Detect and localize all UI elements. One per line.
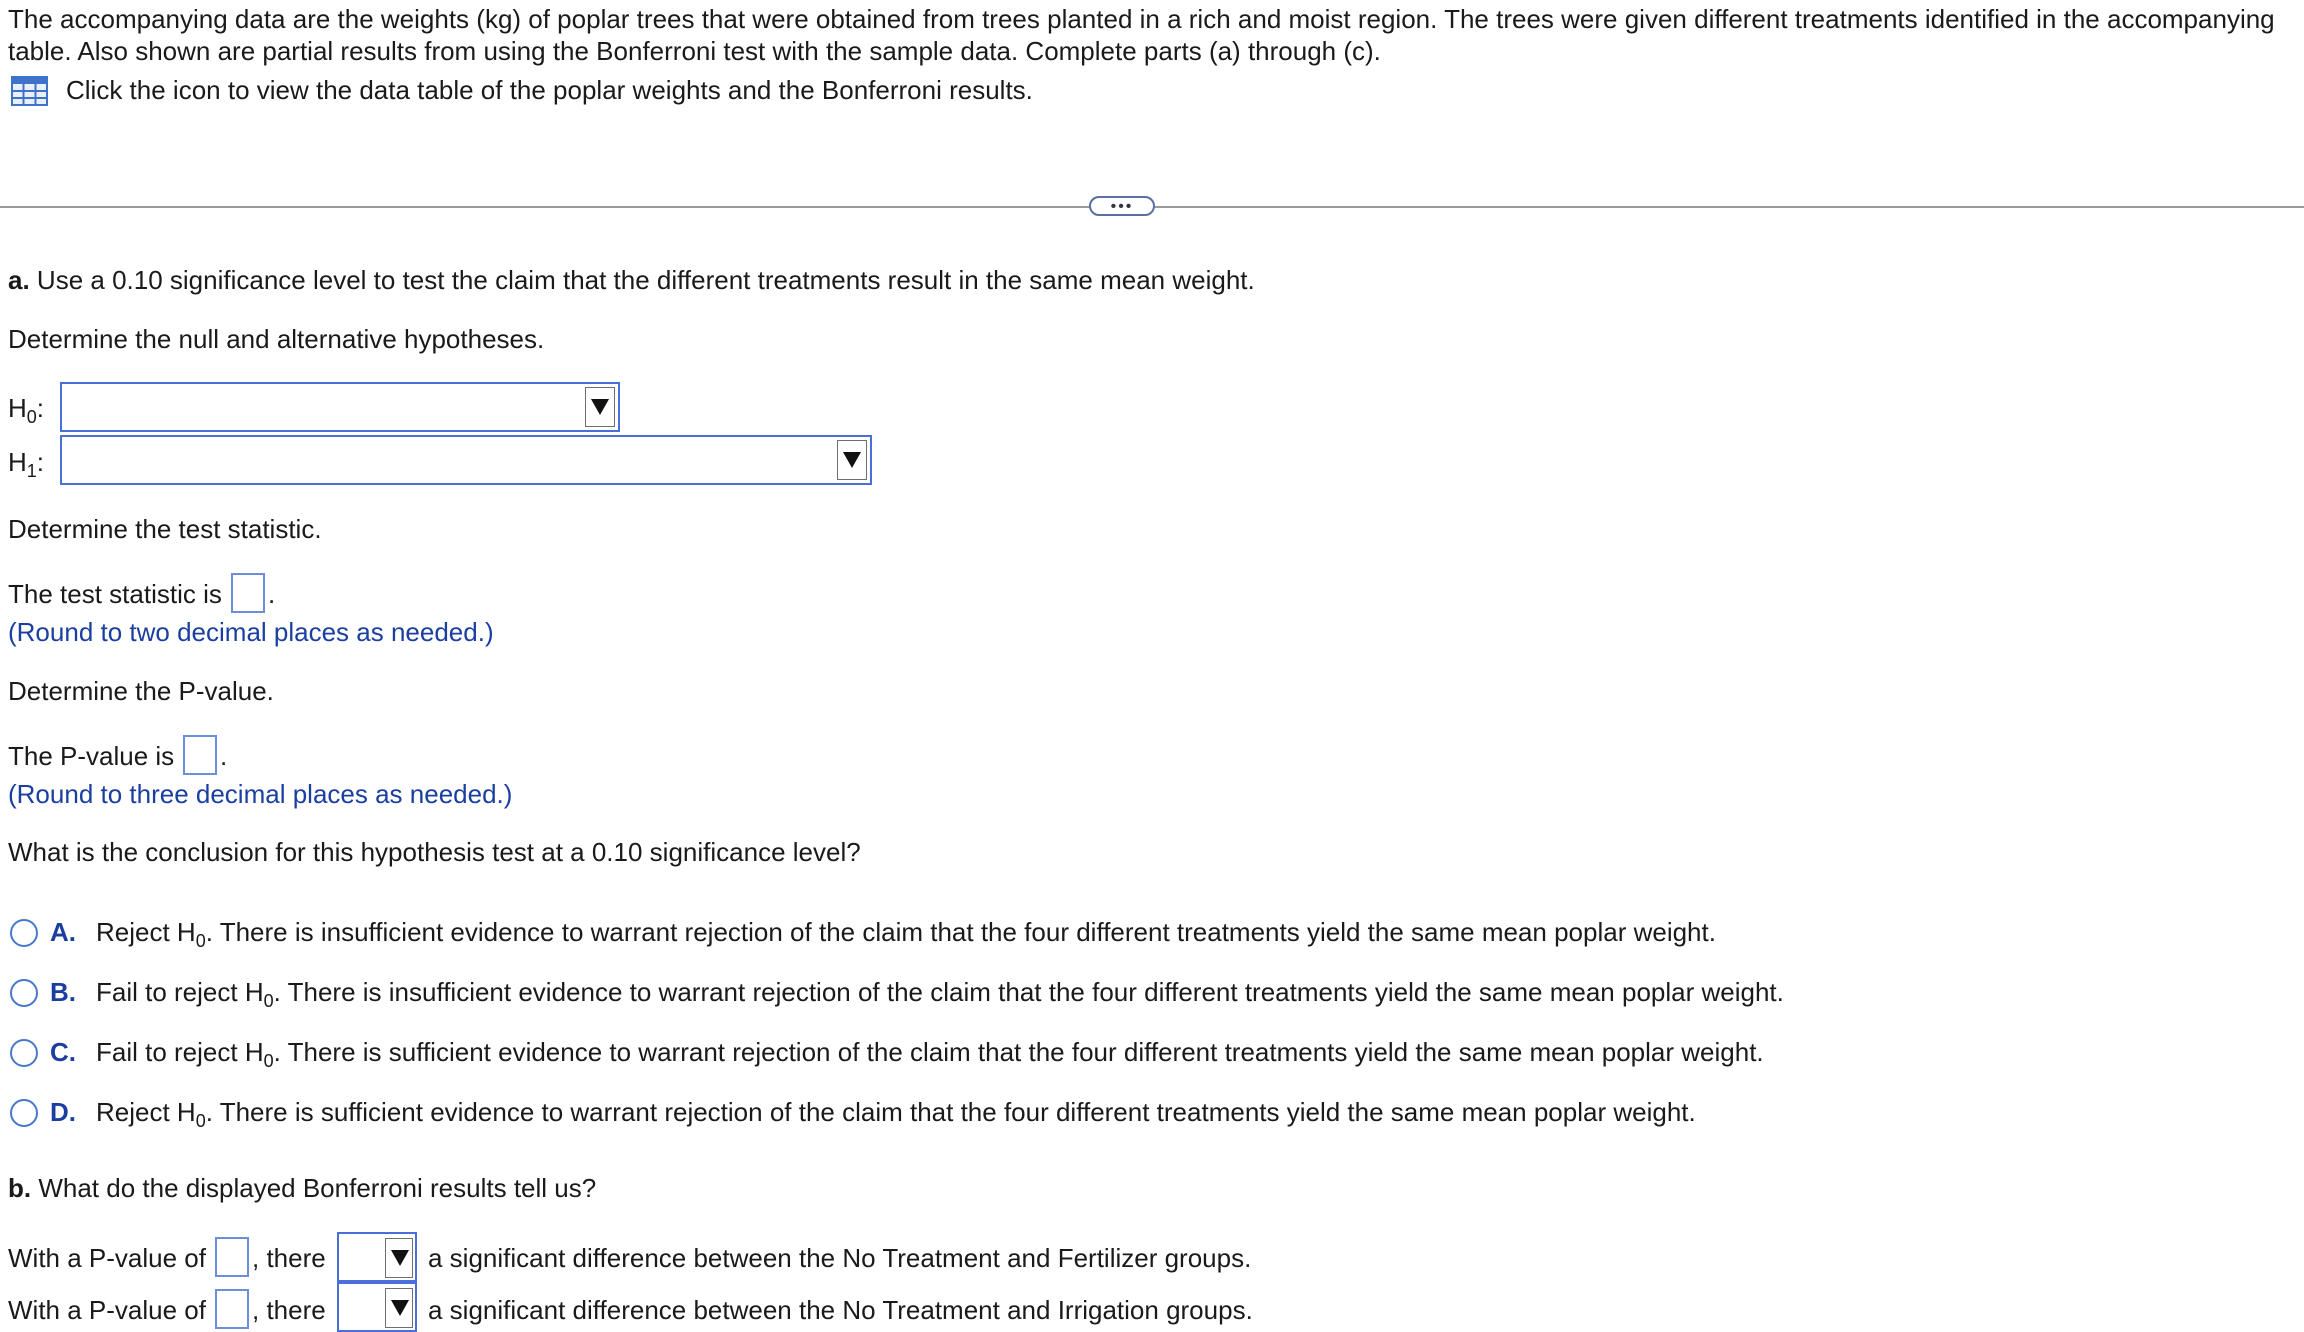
option-a-text: Reject $H_0$. There is insufficient evidence to warrant rejection of the claim that the four different treatments yield the same mean poplar weight. bbox=[96, 917, 1716, 951]
pvalue-prompt: Determine the P-value. bbox=[8, 676, 274, 706]
test-stat-period: . bbox=[268, 579, 276, 609]
option-b-letter: B. bbox=[50, 977, 76, 1007]
radio-b[interactable] bbox=[10, 979, 38, 1007]
chevron-down-icon[interactable] bbox=[385, 1288, 413, 1328]
bonferroni-row-2-dropdown[interactable] bbox=[337, 1282, 417, 1332]
hypotheses-prompt: Determine the null and alternative hypotheses. bbox=[8, 324, 545, 354]
option-a-letter: A. bbox=[50, 917, 76, 947]
part-a-label: a. bbox=[8, 265, 30, 295]
bonferroni-row-1-suffix: a significant difference between the No Treatment and Fertilizer groups. bbox=[428, 1243, 1252, 1273]
pvalue-input[interactable] bbox=[183, 735, 217, 775]
chevron-down-icon[interactable] bbox=[385, 1238, 413, 1278]
test-stat-round-note: (Round to two decimal places as needed.) bbox=[8, 617, 494, 647]
pvalue-prefix: The P-value is bbox=[8, 741, 175, 771]
h1-letter: H bbox=[8, 447, 27, 477]
radio-d[interactable] bbox=[10, 1099, 38, 1127]
bonferroni-row-2-suffix: a significant difference between the No Treatment and Irrigation groups. bbox=[428, 1295, 1253, 1325]
h0-letter: H bbox=[8, 393, 27, 423]
data-table-icon[interactable] bbox=[11, 76, 48, 106]
option-b-text: Fail to reject $H_0$. There is insufficient evidence to warrant rejection of the claim that the four different treatments yield the same mean poplar weight. bbox=[96, 977, 1784, 1011]
chevron-down-icon[interactable] bbox=[585, 387, 615, 427]
bonferroni-row-1-dropdown[interactable] bbox=[337, 1232, 417, 1282]
h1-dropdown[interactable] bbox=[60, 435, 872, 485]
radio-c[interactable] bbox=[10, 1039, 38, 1067]
conclusion-prompt: What is the conclusion for this hypothesis test at a 0.10 significance level? bbox=[8, 837, 861, 867]
part-b-label: b. bbox=[8, 1173, 32, 1203]
h1-label bbox=[8, 446, 44, 487]
intro-paragraph: The accompanying data are the weights (kg) of poplar trees that were obtained from trees planted in a rich and moist region. The trees were given different treatments identified in the accompanying table. Also shown are partial results from using the Bonferroni test with the sample data. Complete parts (a) through (c). bbox=[8, 4, 2275, 66]
option-c-text: Fail to reject $H_0$. There is sufficient evidence to warrant rejection of the claim that the four different treatments yield the same mean poplar weight. bbox=[96, 1037, 1764, 1071]
part-a-text: Use a 0.10 significance level to test the claim that the different treatments result in the same mean weight. bbox=[36, 265, 1255, 295]
bonferroni-row-1-pvalue-input[interactable] bbox=[215, 1237, 249, 1277]
more-button[interactable]: ••• bbox=[1089, 196, 1155, 216]
option-d-text: Reject $H_0$. There is sufficient evidence to warrant rejection of the claim that the four different treatments yield the same mean poplar weight. bbox=[96, 1097, 1696, 1131]
test-stat-prefix: The test statistic is bbox=[8, 579, 222, 609]
h0-dropdown[interactable] bbox=[60, 382, 620, 432]
pvalue-round-note: (Round to three decimal places as needed.) bbox=[8, 779, 513, 809]
pvalue-period: . bbox=[220, 741, 228, 771]
bonferroni-row-1-mid: , there bbox=[252, 1243, 326, 1273]
test-stat-prompt: Determine the test statistic. bbox=[8, 514, 322, 544]
part-b-text: What do the displayed Bonferroni results tell us? bbox=[38, 1173, 597, 1203]
test-stat-input[interactable] bbox=[231, 573, 265, 613]
bonferroni-row-1-prefix: With a P-value of bbox=[8, 1243, 206, 1273]
part-b-prompt bbox=[8, 1172, 596, 1204]
bonferroni-row-2-mid: , there bbox=[252, 1295, 326, 1325]
h0-label bbox=[8, 392, 44, 433]
part-a-prompt bbox=[8, 264, 1255, 296]
option-d[interactable] bbox=[10, 1095, 1730, 1135]
option-c[interactable] bbox=[10, 1035, 1790, 1075]
bonferroni-row-2-prefix: With a P-value of bbox=[8, 1295, 206, 1325]
option-a[interactable] bbox=[10, 915, 1770, 955]
bonferroni-row-2-pvalue-input[interactable] bbox=[215, 1289, 249, 1329]
radio-a[interactable] bbox=[10, 919, 38, 947]
h1-colon: : bbox=[36, 447, 45, 477]
h0-subscript: 0 bbox=[26, 407, 37, 427]
option-c-letter: C. bbox=[50, 1037, 76, 1067]
chevron-down-icon[interactable] bbox=[837, 440, 867, 480]
icon-link-text[interactable]: Click the icon to view the data table of the poplar weights and the Bonferroni results. bbox=[66, 75, 1033, 105]
h1-subscript: 1 bbox=[26, 461, 37, 481]
option-b[interactable] bbox=[10, 975, 1810, 1015]
option-d-letter: D. bbox=[50, 1097, 76, 1127]
h0-colon: : bbox=[36, 393, 45, 423]
